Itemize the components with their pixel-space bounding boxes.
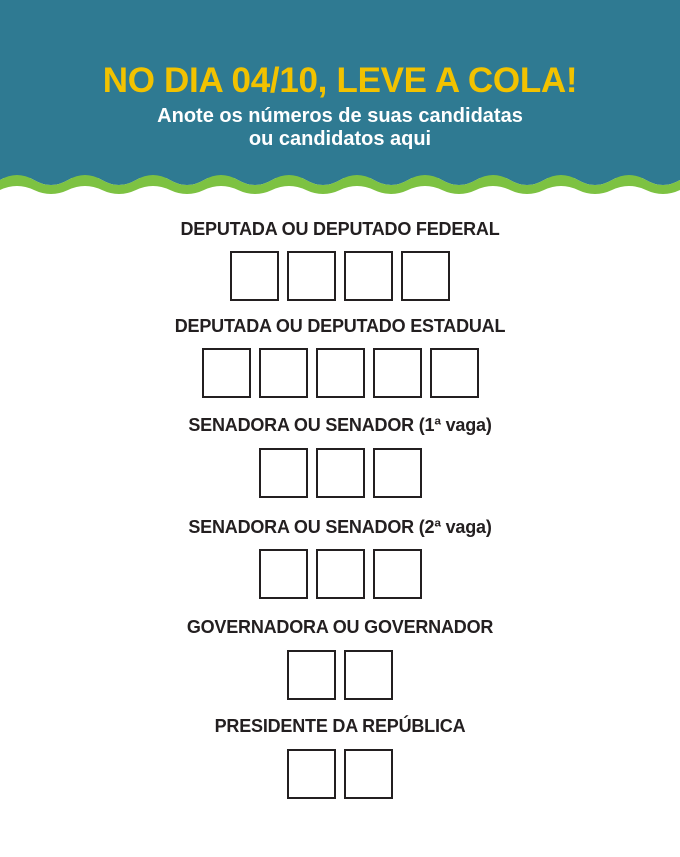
digit-box[interactable] [373, 348, 422, 398]
digit-box[interactable] [373, 448, 422, 498]
subtitle-line-2: ou candidatos aqui [248, 128, 432, 150]
wave-divider [0, 168, 680, 208]
label-governador: GOVERNADORA OU GOVERNADOR [186, 617, 494, 637]
digit-box[interactable] [344, 650, 393, 700]
digit-box[interactable] [401, 251, 450, 301]
boxes-senador-2 [0, 549, 680, 599]
digit-box[interactable] [316, 549, 365, 599]
label-deputado-federal: DEPUTADA OU DEPUTADO FEDERAL [180, 219, 500, 239]
label-presidente: PRESIDENTE DA REPÚBLICA [214, 716, 466, 736]
subtitle-line-1: Anote os números de suas candidatas [157, 105, 523, 127]
digit-box[interactable] [259, 348, 308, 398]
digit-box[interactable] [344, 251, 393, 301]
boxes-deputado-federal [0, 251, 680, 301]
digit-box[interactable] [316, 348, 365, 398]
digit-box[interactable] [373, 549, 422, 599]
digit-box[interactable] [430, 348, 479, 398]
boxes-deputado-estadual [0, 348, 680, 398]
digit-box[interactable] [287, 749, 336, 799]
boxes-governador [0, 650, 680, 700]
digit-box[interactable] [259, 549, 308, 599]
label-deputado-estadual: DEPUTADA OU DEPUTADO ESTADUAL [174, 316, 506, 336]
boxes-senador-1 [0, 448, 680, 498]
digit-box[interactable] [230, 251, 279, 301]
boxes-presidente [0, 749, 680, 799]
label-senador-1: SENADORA OU SENADOR (1ª vaga) [188, 415, 492, 435]
page-subtitle [0, 105, 680, 151]
digit-box[interactable] [259, 448, 308, 498]
digit-box[interactable] [316, 448, 365, 498]
digit-box[interactable] [287, 650, 336, 700]
digit-box[interactable] [287, 251, 336, 301]
page-title: NO DIA 04/10, LEVE A COLA! [102, 61, 578, 100]
label-senador-2: SENADORA OU SENADOR (2ª vaga) [188, 517, 492, 537]
digit-box[interactable] [202, 348, 251, 398]
digit-box[interactable] [344, 749, 393, 799]
